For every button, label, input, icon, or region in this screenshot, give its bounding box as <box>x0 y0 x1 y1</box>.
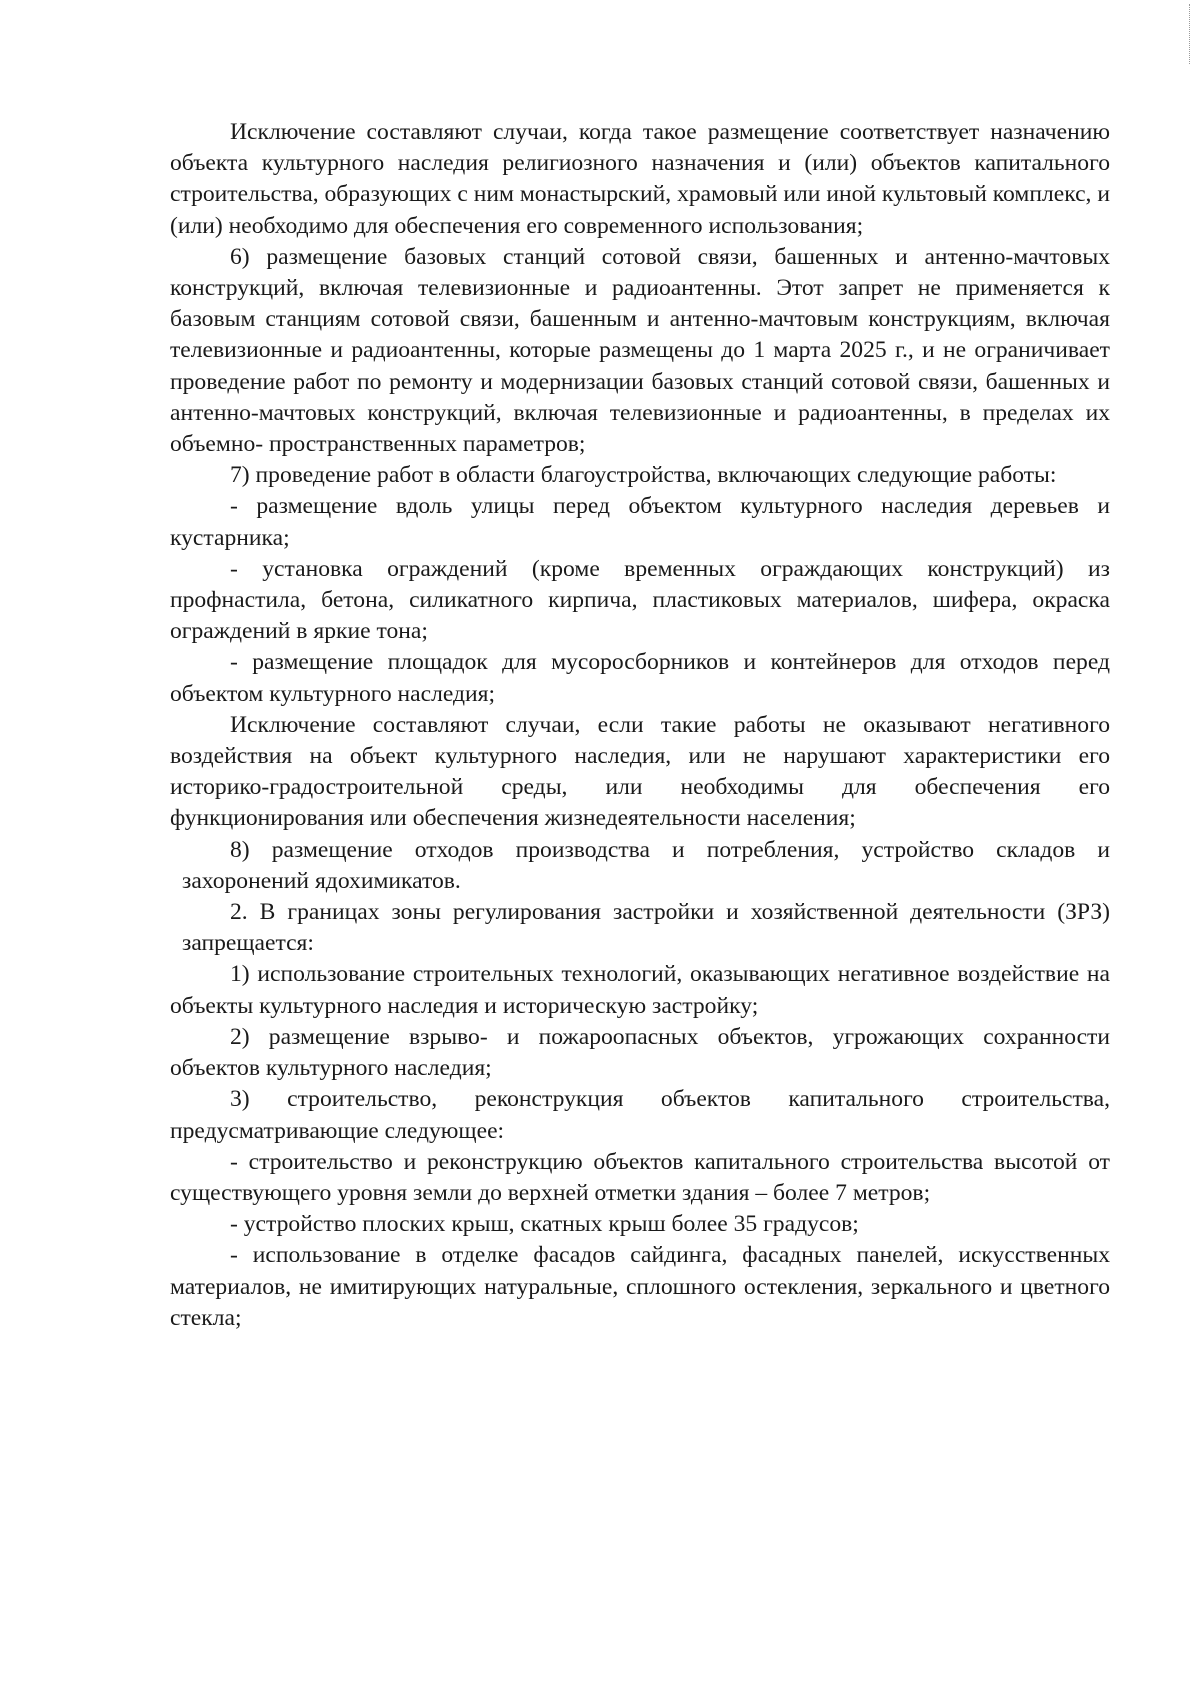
paragraph-item-7-landscaping: 7) проведение работ в области благоустройства, включающих следующие работы: <box>230 462 1057 489</box>
paragraph-dash-facade-materials: - использование в отделке фасадов сайдинга, фасадных панелей, искусственных материалов, не имитирующих натуральные, сплошного остекления, зеркального и цветного стекла; <box>170 1242 1110 1331</box>
paragraph-exception-religious: Исключение составляют случаи, когда такое размещение соответствует назначению объекта культурного наследия религиозного назначения и (или) объектов капитального строительства, образующих с ним монастырский, храмовый или иной культовый комплекс, и (или) необходимо для обеспечения его современного использования; <box>170 119 1110 239</box>
paragraph-dash-waste-sites: - размещение площадок для мусоросборников и контейнеров для отходов перед объектом культурного наследия; <box>170 649 1110 707</box>
paragraph-section-2-heading: 2. В границах зоны регулирования застройки и хозяйственной деятельности (ЗРЗ) запрещается: <box>182 899 1110 957</box>
paragraph-exception-works: Исключение составляют случаи, если такие работы не оказывают негативного воздействия на объект культурного наследия, или не нарушают характеристики его историко-градостроительной среды, или необходимы для обеспечения его функционирования или обеспечения жизнедеятельности населения; <box>170 711 1110 832</box>
paragraph-item-3-construction: 3) строительство, реконструкция объектов капитального строительства, предусматривающие следующее: <box>170 1086 1110 1144</box>
paragraph-item-1-technologies: 1) использование строительных технологий, оказывающих негативное воздействие на объекты культурного наследия и историческую застройку; <box>170 961 1110 1019</box>
paragraph-item-8-waste: 8) размещение отходов производства и потребления, устройство складов и захоронений ядохимикатов. <box>182 836 1110 894</box>
paragraph-item-2-hazardous: 2) размещение взрыво- и пожароопасных объектов, угрожающих сохранности объектов культурного наследия; <box>170 1023 1110 1082</box>
paragraph-dash-trees: - размещение вдоль улицы перед объектом культурного наследия деревьев и кустарника; <box>170 493 1110 551</box>
paragraph-item-6-cell-towers: 6) размещение базовых станций сотовой связи, башенных и антенно-мачтовых конструкций, включая телевизионные и радиоантенны. Этот запрет не применяется к базовым станциям сотовой связи, башенным и антенно-мачтовым конструкциям, включая телевизионные и радиоантенны, которые размещены до 1 марта 2025 г., и не ограничивает проведение работ по ремонту и модернизации базовых станций сотовой связи, башенных и антенно-мачтовых конструкций, включая телевизионные и радиоантенны, в пределах их объемно- пространственных параметров; <box>170 243 1110 458</box>
document-body <box>170 117 1110 1334</box>
paragraph-dash-height-limit: - строительство и реконструкцию объектов капитального строительства высотой от существующего уровня земли до верхней отметки здания – более 7 метров; <box>170 1148 1110 1206</box>
paragraph-dash-fences: - установка ограждений (кроме временных ограждающих конструкций) из профнастила, бетона, силикатного кирпича, пластиковых материалов, шифера, окраска ограждений в яркие тона; <box>170 555 1110 645</box>
scan-edge-mark <box>1181 4 1190 64</box>
paragraph-dash-roofs: - устройство плоских крыш, скатных крыш более 35 градусов; <box>230 1211 859 1238</box>
